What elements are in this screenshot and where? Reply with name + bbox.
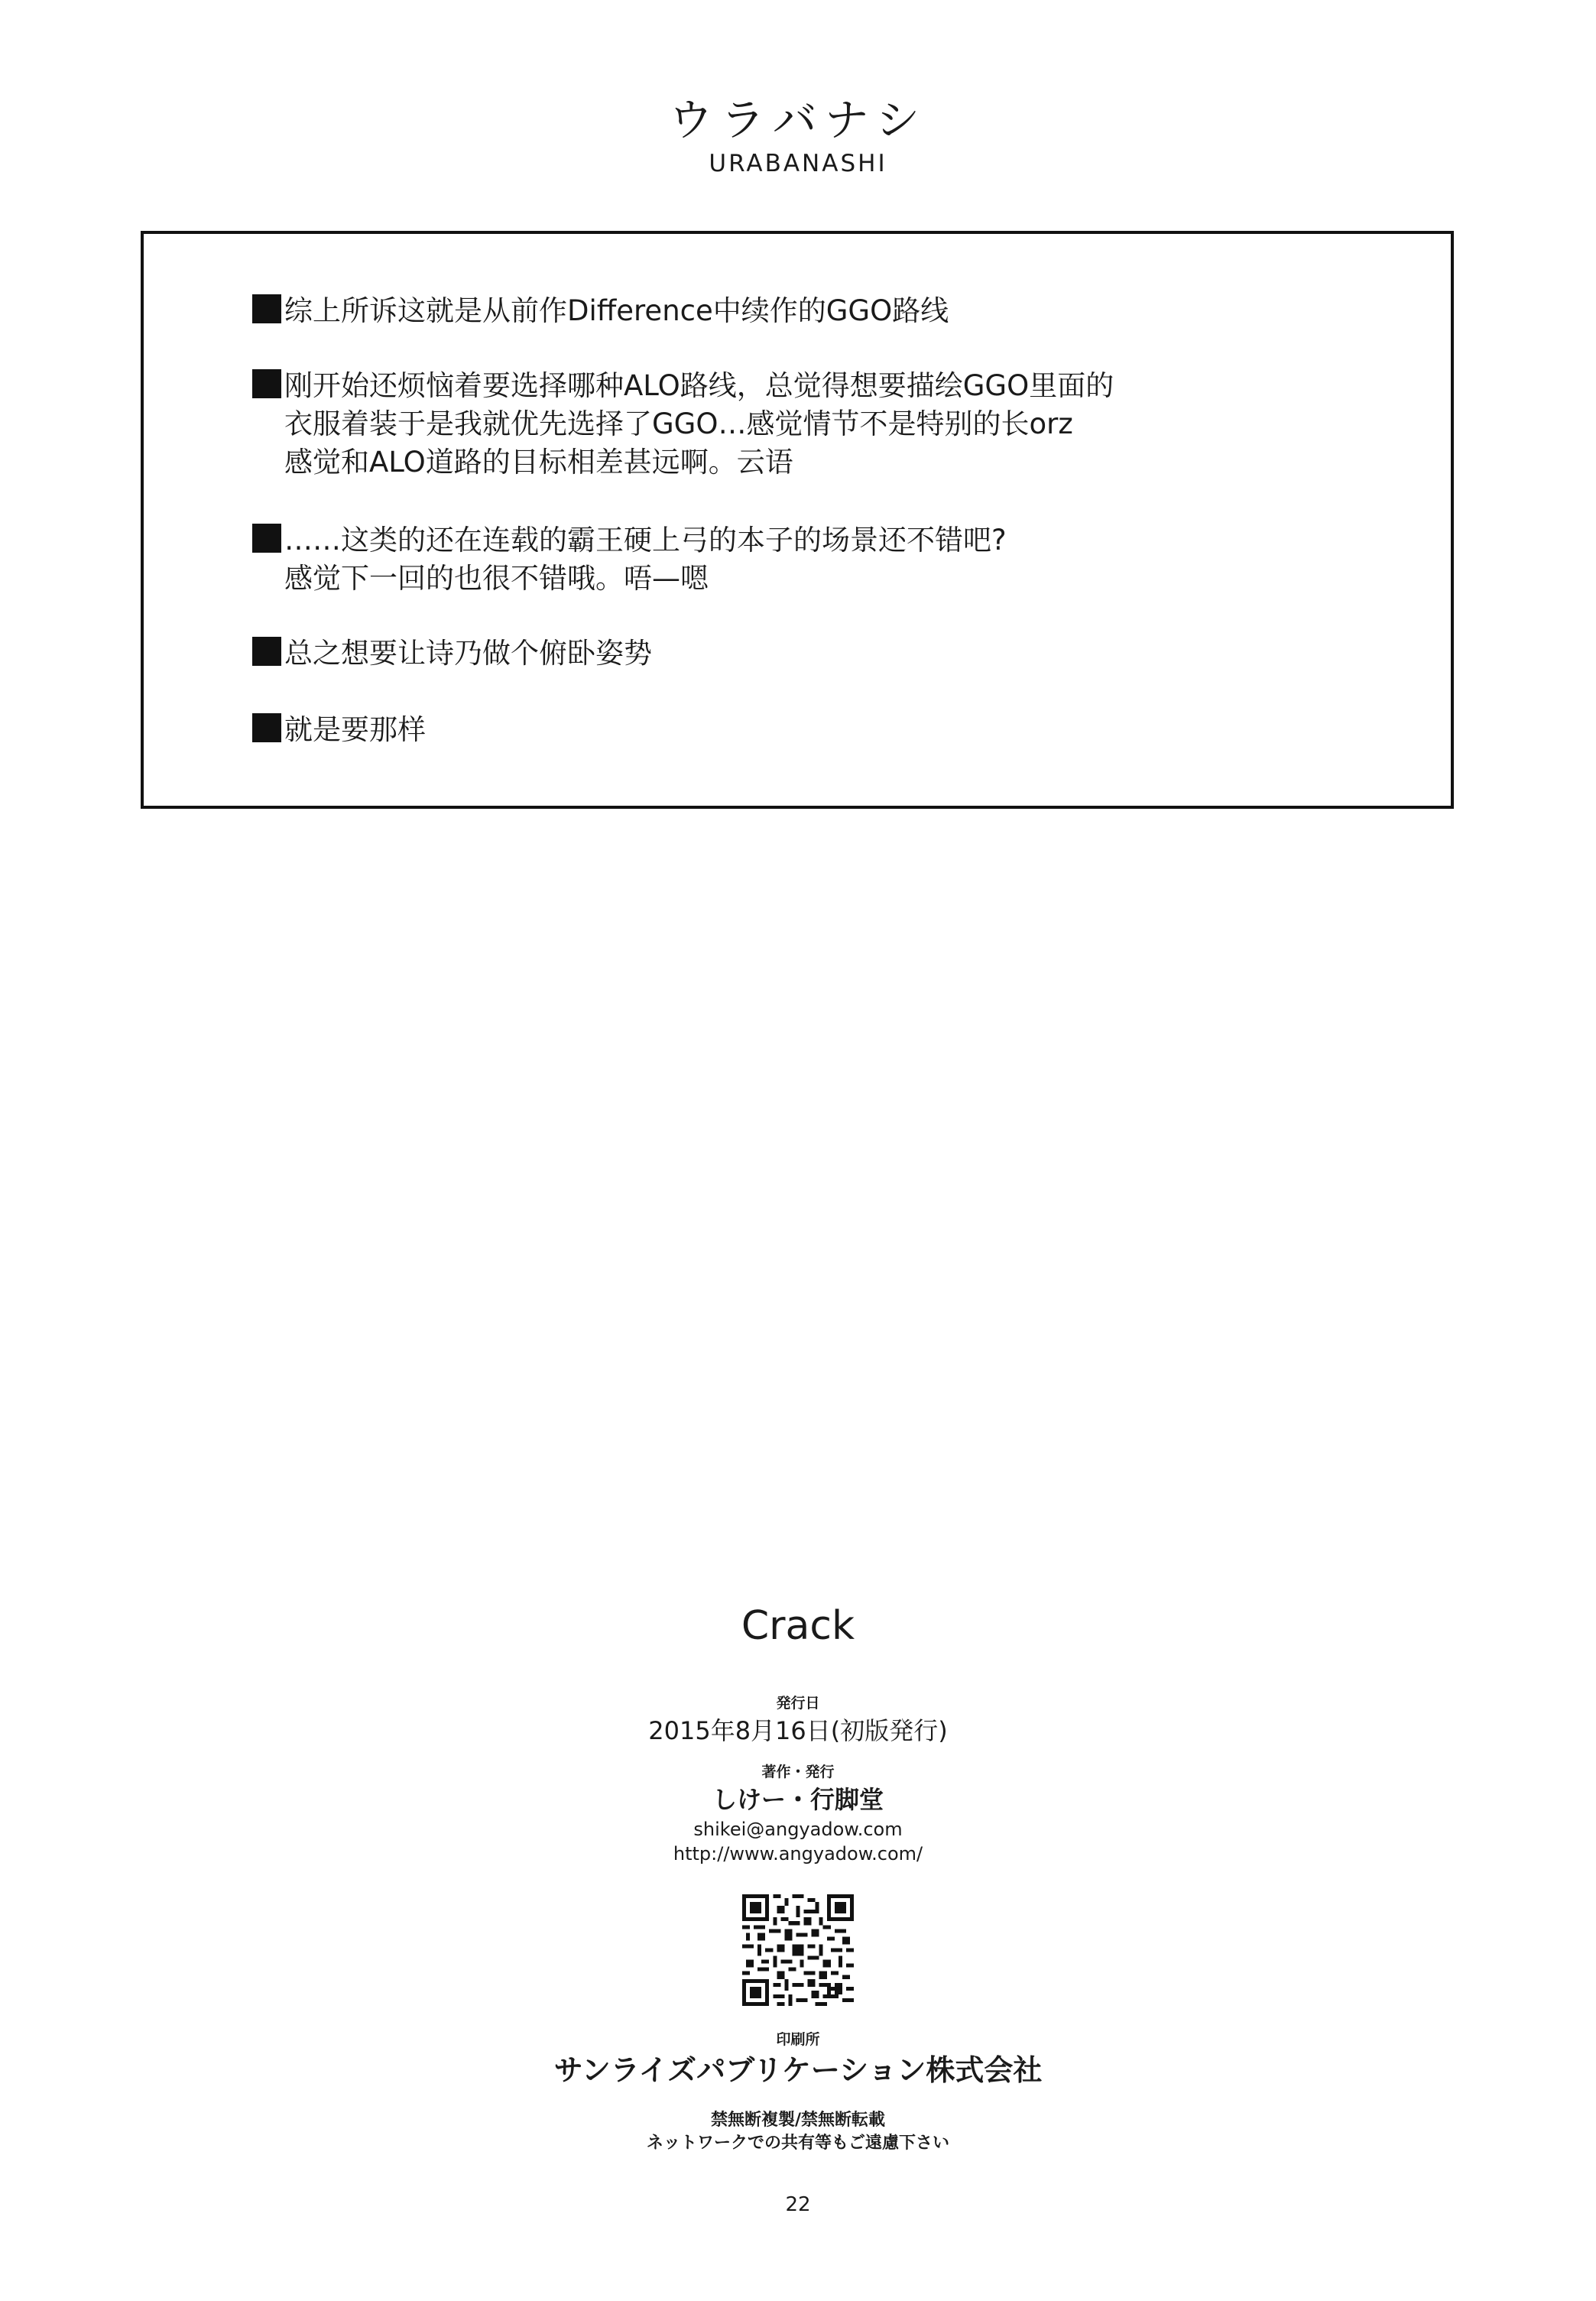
note-text: 衣服着装于是我就优先选择了GGO…感觉情节不是特别的长orz <box>284 407 1073 440</box>
note-text: 感觉和ALO道路的目标相差甚远啊。云语 <box>284 446 793 479</box>
note-item <box>252 292 949 330</box>
qr-code-icon <box>742 1894 854 2006</box>
author-name: しけー・行脚堂 <box>712 1785 884 1814</box>
author-label: 著作・発行 <box>761 1764 835 1780</box>
book-title: Crack <box>741 1603 855 1649</box>
bullet-square-icon <box>252 713 281 742</box>
bullet-square-icon <box>252 637 281 666</box>
sharing-prohibition-notice: ネットワークでの共有等もご遠慮下さい <box>646 2134 949 2153</box>
note-item <box>252 367 1114 482</box>
note-text: 感觉下一回的也很不错哦。唔—嗯 <box>284 562 709 595</box>
note-text: 刚开始还烦恼着要选择哪种ALO路线，总觉得想要描绘GGO里面的 <box>284 369 1114 402</box>
note-item <box>252 521 1007 598</box>
printer-label: 印刷所 <box>776 2031 820 2048</box>
page-number: 22 <box>785 2193 811 2216</box>
note-item <box>252 634 652 673</box>
note-text: 总之想要让诗乃做个俯卧姿势 <box>284 637 652 670</box>
copy-prohibition-notice: 禁無断複製/禁無断転載 <box>710 2111 886 2130</box>
publish-date: 2015年8月16日(初版発行) <box>648 1716 948 1745</box>
page-header <box>0 92 1596 179</box>
printer-name: サンライズパブリケーション株式会社 <box>553 2053 1043 2087</box>
note-text: 综上所诉这就是从前作Difference中续作的GGO路线 <box>284 294 949 327</box>
author-website: http://www.angyadow.com/ <box>673 1843 923 1864</box>
note-text: ……这类的还在连载的霸王硬上弓的本子的场景还不错吧? <box>284 524 1007 557</box>
header-title-kana: ウラバナシ <box>668 94 928 146</box>
date-label: 発行日 <box>776 1695 820 1712</box>
author-email: shikei@angyadow.com <box>693 1819 903 1840</box>
bullet-square-icon <box>252 524 281 553</box>
note-item <box>252 711 426 749</box>
note-text: 就是要那样 <box>284 713 426 746</box>
header-title-roman: URABANASHI <box>709 150 887 177</box>
bullet-square-icon <box>252 369 281 398</box>
bullet-square-icon <box>252 294 281 323</box>
afterword-notes-box <box>141 231 1454 809</box>
